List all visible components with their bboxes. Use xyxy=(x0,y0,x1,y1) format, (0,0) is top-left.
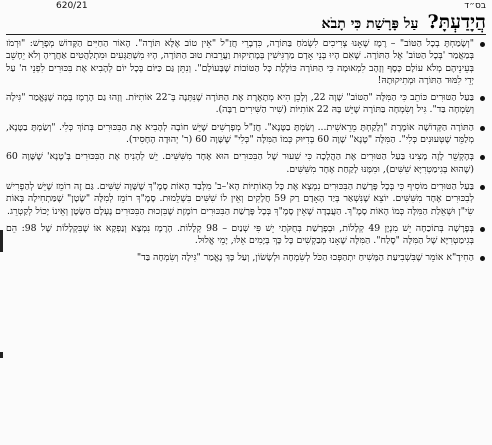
top-bar xyxy=(0,0,492,12)
paragraph-text: בְּפָרָשָׁה בְּתוֹכַחָה יֵשׁ מִנְיָן 49 קְלָלוֹת, וּבְפָרָשַׁת בְּחֻקֹּתַי יֵשׁ פִּי שְׁנַיִם – 98 קְלָלוֹת. הָרֶמֶז נִמְצָא וְנַפְקָא אוֹ שֶׁבִּקְלָלוֹת שֶׁל 98: הֵם בְּגִימַטְרִיָּא שֶׁל הַמִּלָּה "סֶלַח". הַמִּלָּה שֶׁאָנוּ מְבַקְשִׁים כָּל כָּךְ בְּיָמִים אֵלּוּ, יָמֵי אֱלוּל. xyxy=(6,222,474,247)
margin-mark xyxy=(0,230,3,252)
paragraph xyxy=(6,223,486,248)
paragraph-text: בְּהֶקְשֵׁר לָזֶה מָצִינוּ בַּעַל הַטּוּרִים אֶת הַהֲלָכָה כִּי שִׁעוּר שֶׁל הַבִּכּוּרִים הוּא אֶחָד מִשִּׁשִּׁים. יֵשׁ לְהָנִיחַ אֶת הַבִּכּוּרִים בְּ'טֶנֶא' שֶׁשָּׁוֶה 60 (שֶׁהוּא בְּגִימַטְרִיָּא שִׁשִּׁים), וּמִמֶּנּוּ לָקַחַת אֶחָד מִשִּׁשִּׁים. xyxy=(6,151,474,175)
paragraph xyxy=(6,92,486,117)
paragraph-text: הַחִידָ"א אוֹמֵר שֶׁבִּשְׁבִיעַת הַמָּשִׁיחַ יִתְהַפְּכוּ הַכֹּל לְשִׂמְחָה וּלְשָׂשׂוֹן, וְעַל כָּךְ נֶאֱמַר "גִּילָה וְשִׂמְחָה בַּד" xyxy=(136,252,474,264)
bullet-icon xyxy=(480,155,485,160)
paragraph xyxy=(6,151,486,176)
paragraph xyxy=(6,38,486,87)
document-body xyxy=(6,38,486,443)
bullet-icon xyxy=(480,96,485,101)
bullet-icon xyxy=(480,256,485,261)
page-subtitle: עַל פָּרָשַׁת כִּי תָבֹא xyxy=(321,16,419,32)
paragraph xyxy=(6,252,486,264)
page-title: הֲיָדַעְתָּ? xyxy=(427,11,486,33)
paragraph-text: "וְשָׂמַחְתָּ בְכָל הַטּוֹב" – רֶמֶז שֶׁאָנוּ צְרִיכִים לִשְׂמֹחַ בַּתּוֹרָה, כִּדְבָרֵי חֲזַ"ל "אֵין טוֹב אֶלָּא תּוֹרָה". הָאוֹר הַחַיִּים הַקָּדוֹשׁ מְפָרֵשׁ: "וּרְמֹז בְּמַאֲמַר 'בְּכָל הַטּוֹב' אֶל הַתּוֹרָה. שֶׁאִם הָיוּ בְּנֵי אָדָם מַרְגִּישִׁין בְּמָתִיקוּת וַעֲרֵבוּת טוּב הַתּוֹרָה, הָיוּ מִשְׁתַּגְּעִים וּמִתְלַהֲטִים אַחֲרֶיהָ וְלֹא יֵחָשֵׁב בְּעֵינֵיהֶם מְלֹא עוֹלָם כֶּסֶף וְזָהָב לִמְאוּמָה כִּי הַתּוֹרָה כּוֹלֶלֶת כָּל הַטּוֹבוֹת שֶׁבָּעוֹלָם". וְנִתֵּן גַּם כַּיּוֹם בְּכָל יוֹם לְהָבִיא אֶת בִּכּוּרִים לִפְנֵי ה' עַל יְדֵי לִמּוּד הַתּוֹרָה וּמְתִיקוּתָהּ! xyxy=(6,38,474,86)
paragraph xyxy=(6,181,486,218)
paragraph-text: הַתּוֹרָה הַקְּדוֹשָׁה אוֹמֶרֶת "וְלָקַחְתָּ מֵרֵאשִׁית... וְשַׂמְתָּ בַטֶּנֶא". חֲזַ"ל מְפָרְשִׁים שֶׁיֵּשׁ חוֹבָה לְהָבִיא אֶת הַבִּכּוּרִים בְּתוֹךְ כְּלִי. "וְשַׂמְתָּ בַטֶּנֶא, מְלַמֵּד שֶׁטְּעוּנִים כְּלִי". הַמִּלָּה "טֶנֶא" שָׁוָה 60 בְּדִיּוּק כְּמוֹ הַמִּלָּה "כְּלִי" שֶׁשָּׁוָה 60 (ר' יְהוּדָה הֶחָסִיד). xyxy=(6,121,474,146)
bullet-icon xyxy=(480,42,485,47)
bullet-icon xyxy=(480,126,485,131)
page-number: 620/21 xyxy=(56,1,88,11)
document-header xyxy=(6,12,486,35)
paragraph-text: בַּעַל הַטּוּרִים מוֹסִיף כִּי בְּכָל פָּרָשַׁת הַבִּכּוּרִים נִמְצָא אֶת כָּל הָאוֹתִיּוֹת הָא'–ב' מִלְּבַד הָאוֹת סָמֶ"ךְ שֶׁשָּׁוָה שִׁשִּׁים. גַּם זֶה רוֹמֵז שֶׁיֵּשׁ לְהַפְרִישׁ לְבִכּוּרִים אֶחָד מִשִּׁשִּׁים. יוֹצֵא שֶׁנִּשְׁאַר בְּיַד הָאָדָם רַק 59 חֲלָקִים וְאֵין לוֹ שִׁשִּׁים בִּשְׁלֵמוּת. סָמֶ"ךְ רוֹמֵז לְמִלָּה "שָׂטָן" שֶׁמַּתְחִילָה בְּאוֹת שִׂי"ן וּשְׁאֵלַת הַמִּלָּה כְּמוֹ הָאוֹת סָמֶ"ךְ. הַעֲבָדָה שֶׁאֵין סָמֶ"ךְ בְּכָל פָּרָשַׁת הַבִּכּוּרִים רוֹמֶזֶת שֶׁבִּזְכוּת הַבִּכּוּרִים נֶעְלָם הַשָּׂטָן וְאֵינוֹ יָכוֹל לְקַטְרֵג. xyxy=(6,180,474,217)
bullet-icon xyxy=(480,185,485,190)
margin-mark xyxy=(0,352,3,358)
bsd-mark: בס״ד xyxy=(464,1,486,11)
paragraph xyxy=(6,122,486,147)
paragraph-text: בַּעַל הַטּוּרִים כּוֹתֵב כִּי הַמִּלָּה "הַטּוֹב" שָׁוָה 22, וְלָכֵן הִיא מְתָאֶרֶת אֶת הַתּוֹרָה שֶׁנִּתְּנָה בְּ־22 אוֹתִיּוֹת. וְזֶהוּ גַם הָרֶמֶז בְּמָה שֶׁנֶּאֱמַר "גִּילָה וְשִׂמְחָה בַּד". גִּיל וְשִׂמְחָה בַּתּוֹרָה שֶׁיֵּשׁ בָּהּ 22 אוֹתִיּוֹת (שִׁיר הַשִּׁירִים רַבָּה). xyxy=(6,92,475,116)
bullet-icon xyxy=(480,227,485,232)
